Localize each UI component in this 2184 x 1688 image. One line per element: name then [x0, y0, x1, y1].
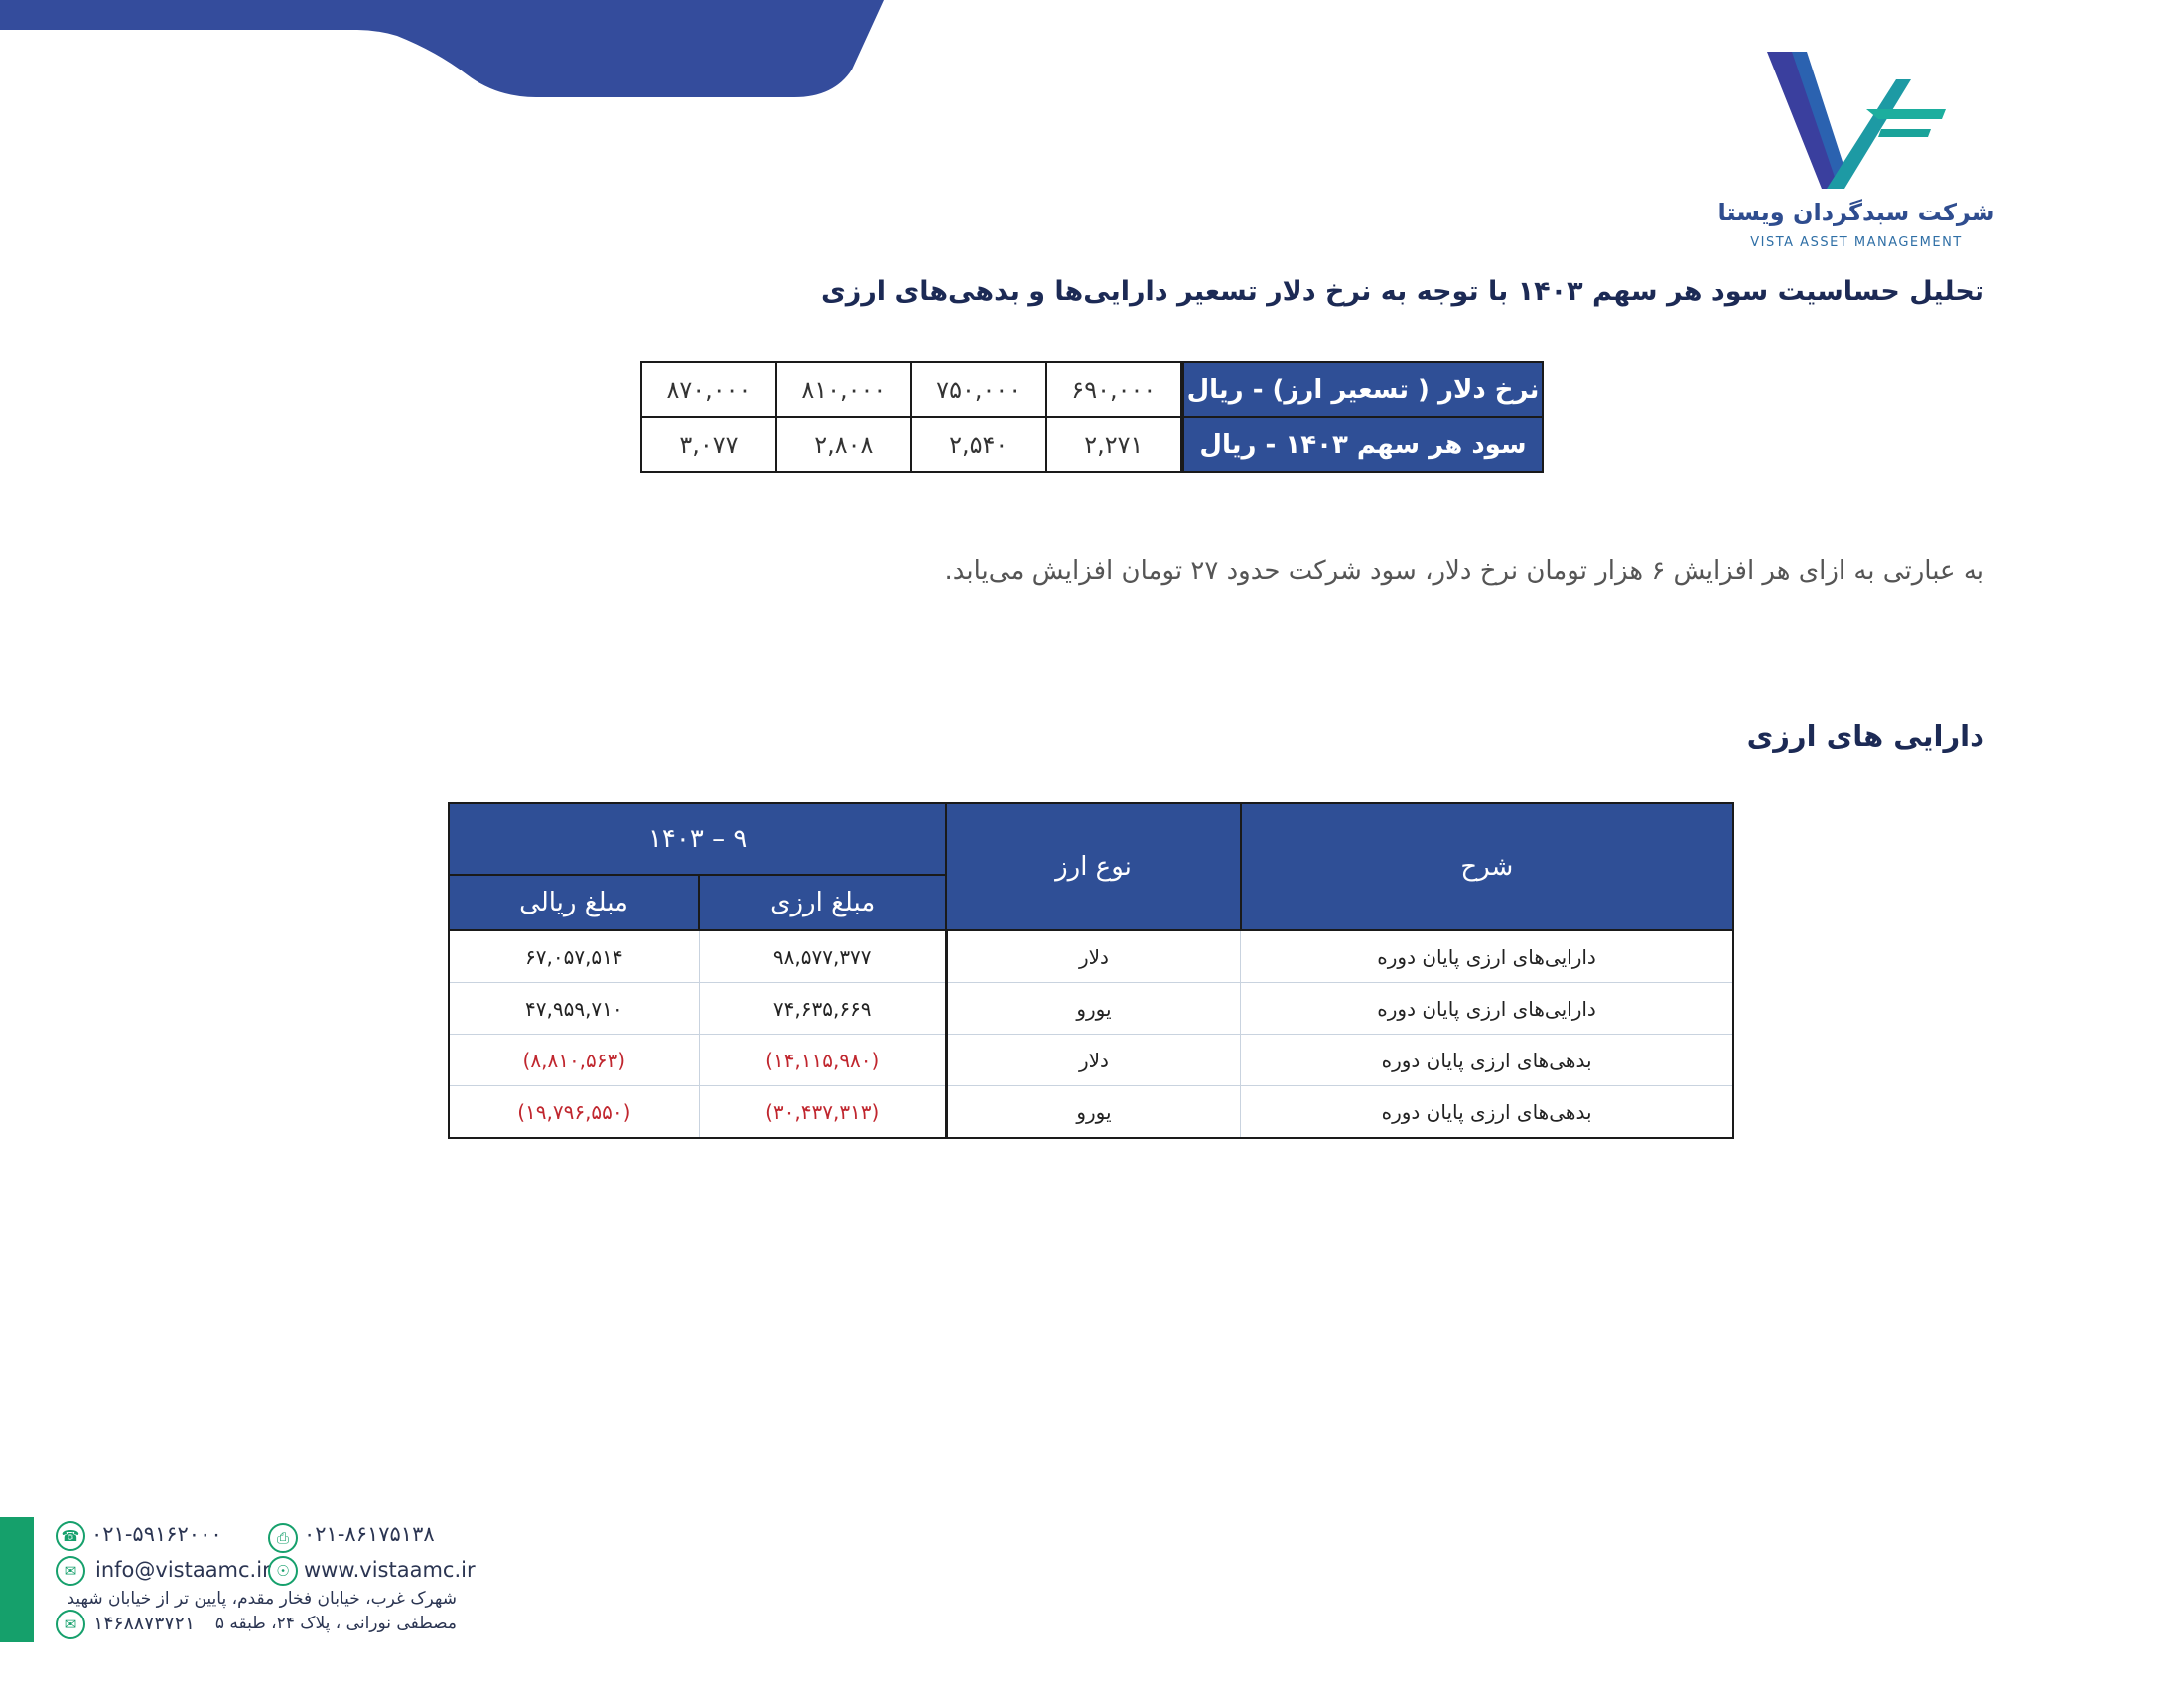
eps-value: ۲,۲۷۱ [1046, 417, 1182, 472]
footer-email[interactable]: info@vistaamc.ir [95, 1558, 271, 1582]
table-row [641, 362, 1543, 417]
row-description: دارایی‌های ارزی پایان دوره [1241, 983, 1733, 1035]
table-row [641, 417, 1543, 472]
row-currency: دلار [946, 1035, 1240, 1086]
table-row [449, 983, 1733, 1035]
row-fx-amount: (۱۴,۱۱۵,۹۸۰) [699, 1035, 946, 1086]
row-fx-amount: ۷۴,۶۳۵,۶۶۹ [699, 983, 946, 1035]
col-header-currency: نوع ارز [946, 803, 1240, 930]
usd-rate-value: ۸۷۰,۰۰۰ [641, 362, 776, 417]
eps-value: ۲,۸۰۸ [776, 417, 911, 472]
fx-assets-table [448, 802, 1734, 1139]
footer-accent-bar [0, 1517, 34, 1642]
col-header-description: شرح [1241, 803, 1733, 930]
fx-assets-title: دارایی های ارزی [1746, 719, 1984, 753]
row-fx-amount: (۳۰,۴۳۷,۳۱۳) [699, 1086, 946, 1139]
footer-address-line2: مصطفی نورانی ، پلاک ۲۴، طبقه ۵ [214, 1614, 457, 1633]
footer-address-line1: شهرک غرب، خیابان فخار مقدم، پایین تر از خیابان شهید [67, 1589, 457, 1609]
col-header-period: ۹ – ۱۴۰۳ [449, 803, 946, 875]
footer-website[interactable]: www.vistaamc.ir [304, 1558, 476, 1582]
usd-rate-label: نرخ دلار ( تسعیر ارز) - ریال [1182, 362, 1543, 417]
eps-label: سود هر سهم ۱۴۰۳ - ریال [1182, 417, 1543, 472]
row-rial-amount: ۴۷,۹۵۹,۷۱۰ [449, 983, 699, 1035]
eps-value: ۳,۰۷۷ [641, 417, 776, 472]
row-currency: یورو [946, 1086, 1240, 1139]
row-rial-amount: (۱۹,۷۹۶,۵۵۰) [449, 1086, 699, 1139]
col-header-rial-amount: مبلغ ریالی [449, 875, 699, 930]
row-rial-amount: ۶۷,۰۵۷,۵۱۴ [449, 930, 699, 983]
sensitivity-explanation: به عبارتی به ازای هر افزایش ۶ هزار تومان نرخ دلار، سود شرکت حدود ۲۷ تومان افزایش می‌یابد. [944, 556, 1984, 586]
sensitivity-title: تحلیل حساسیت سود هر سهم ۱۴۰۳ با توجه به نرخ دلار تسعیر دارایی‌ها و بدهی‌های ارزی [820, 276, 1984, 307]
company-name-fa: شرکت سبدگردان ویستا [1717, 199, 1995, 226]
usd-rate-value: ۶۹۰,۰۰۰ [1046, 362, 1182, 417]
fax-icon: ⎙ [268, 1523, 298, 1553]
row-currency: دلار [946, 930, 1240, 983]
footer-phone: ۰۲۱-۵۹۱۶۲۰۰۰ [91, 1522, 222, 1546]
usd-rate-value: ۷۵۰,۰۰۰ [911, 362, 1046, 417]
row-description: دارایی‌های ارزی پایان دوره [1241, 930, 1733, 983]
eps-value: ۲,۵۴۰ [911, 417, 1046, 472]
row-description: بدهی‌های ارزی پایان دوره [1241, 1035, 1733, 1086]
table-row [449, 1086, 1733, 1139]
row-rial-amount: (۸,۸۱۰,۵۶۳) [449, 1035, 699, 1086]
table-row [449, 1035, 1733, 1086]
table-row [449, 930, 1733, 983]
phone-icon: ☎ [56, 1521, 85, 1551]
row-currency: یورو [946, 983, 1240, 1035]
footer-postal-code: ۱۴۶۸۸۷۳۷۲۱ [93, 1613, 196, 1634]
row-description: بدهی‌های ارزی پایان دوره [1241, 1086, 1733, 1139]
col-header-fx-amount: مبلغ ارزی [699, 875, 946, 930]
email-icon: ✉ [56, 1556, 85, 1586]
usd-rate-value: ۸۱۰,۰۰۰ [776, 362, 911, 417]
postal-icon: ✉ [56, 1610, 85, 1639]
globe-icon: ☉ [268, 1556, 298, 1586]
footer-fax: ۰۲۱-۸۶۱۷۵۱۳۸ [304, 1522, 435, 1546]
company-name-en: VISTA ASSET MANAGEMENT [1750, 235, 1963, 250]
row-fx-amount: ۹۸,۵۷۷,۳۷۷ [699, 930, 946, 983]
sensitivity-table [640, 361, 1544, 473]
